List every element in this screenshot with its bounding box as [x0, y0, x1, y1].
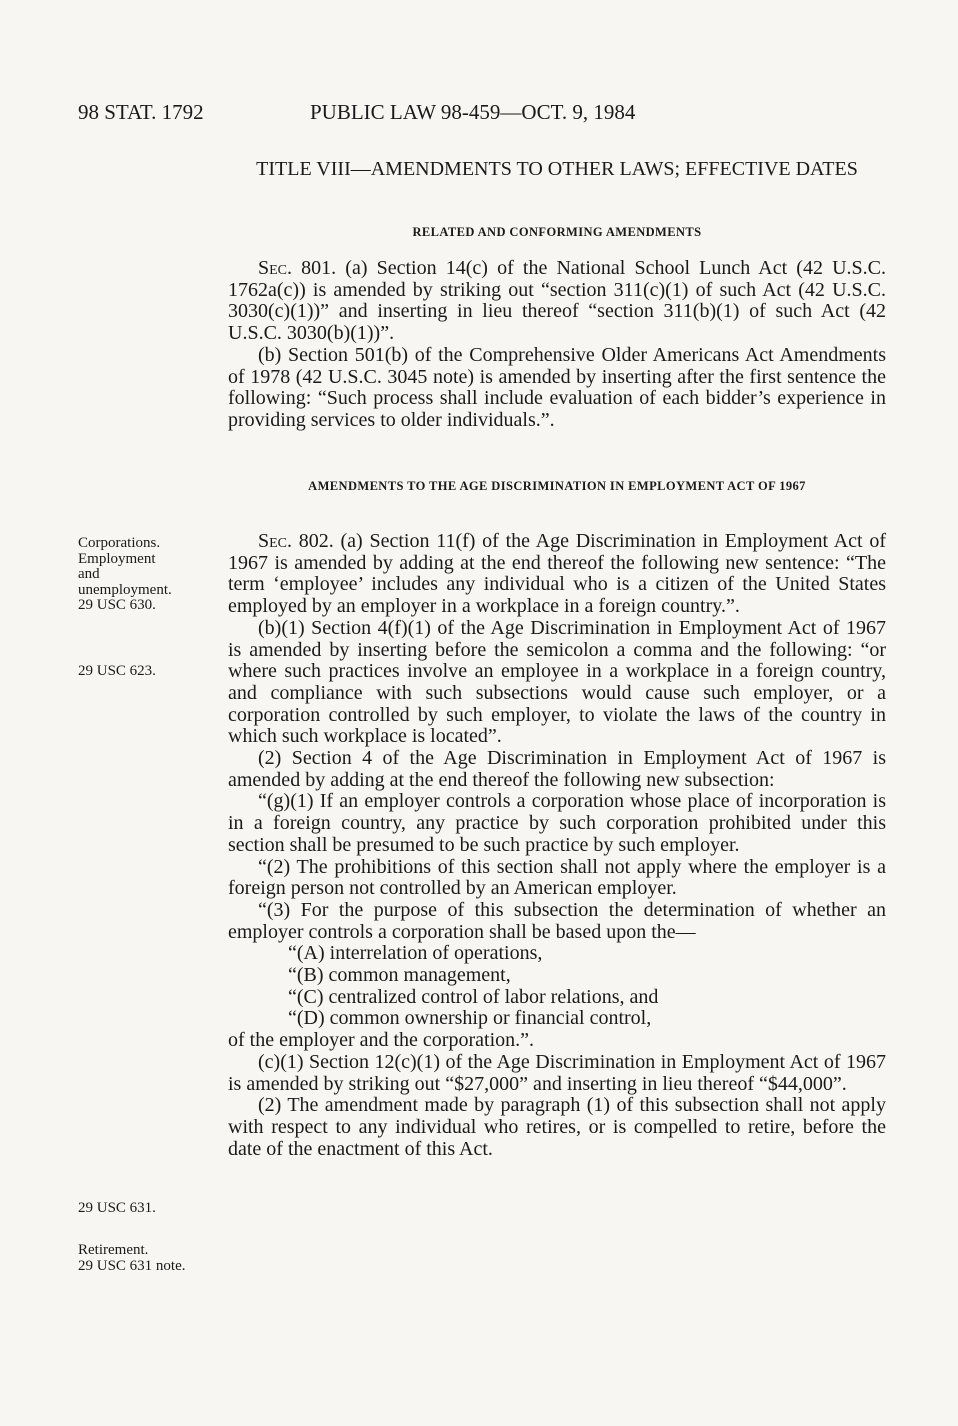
- page-header: [78, 100, 898, 130]
- margin-note-retirement: Retirement. 29 USC 631 note.: [78, 1242, 186, 1274]
- public-law-citation: PUBLIC LAW 98-459—OCT. 9, 1984: [310, 100, 636, 124]
- list-tail: of the employer and the corporation.”.: [228, 1029, 534, 1052]
- stat-page-number: 98 STAT. 1792: [78, 100, 204, 124]
- title-heading: TITLE VIII—AMENDMENTS TO OTHER LAWS; EFFECTIVE DATES: [256, 158, 858, 180]
- section-802-a: Sec. 802. (a) Section 11(f) of the Age Discrimination in Employment Act of 1967 is amended by adding at the end thereof the following new sentence: “The term ‘employee’ includes any individual who is a citizen of the United States employed by an employer in a workplace in a foreign country.”.: [228, 530, 886, 618]
- list-item: “(B) common management,: [288, 964, 511, 987]
- list-item: “(C) centralized control of labor relations, and: [288, 985, 659, 1008]
- margin-note-29-usc-623: 29 USC 623.: [78, 663, 156, 679]
- related-amendments-heading: RELATED AND CONFORMING AMENDMENTS: [412, 225, 702, 239]
- section-801-b: (b) Section 501(b) of the Comprehensive Older Americans Act Amendments of 1978 (42 U.S.C. 3045 note) is amended by inserting after the first sentence the following: “Such process shall include evaluation of each bidder’s experience in providing services to older individuals.”.: [228, 343, 886, 431]
- adea-amendments-heading: AMENDMENTS TO THE AGE DISCRIMINATION IN EMPLOYMENT ACT OF 1967: [308, 479, 806, 493]
- subsection-g2: “(2) The prohibitions of this section shall not apply where the employer is a foreign person not controlled by an American employer.: [228, 855, 886, 900]
- subsection-g3: “(3) For the purpose of this subsection the determination of whether an employer controls a corporation shall be based upon the—: [228, 898, 886, 943]
- section-801: [228, 258, 886, 432]
- list-item: “(A) interrelation of operations,: [288, 942, 543, 965]
- section-802: [228, 531, 886, 1160]
- section-802-c1: (c)(1) Section 12(c)(1) of the Age Discrimination in Employment Act of 1967 is amended by striking out “$27,000” and inserting in lieu thereof “$44,000”.: [228, 1050, 886, 1095]
- section-802-b2: (2) Section 4 of the Age Discrimination in Employment Act of 1967 is amended by adding at the end thereof the following new subsection:: [228, 747, 886, 791]
- section-label: Sec.: [258, 257, 293, 279]
- section-802-c2: (2) The amendment made by paragraph (1) of this subsection shall not apply with respect to any individual who retires, or is compelled to retire, before the date of the enactment of this Act.: [228, 1094, 886, 1160]
- subsection-g1: “(g)(1) If an employer controls a corporation whose place of incorporation is in a foreign country, any practice by such corporation prohibited under this section shall be presumed to be such practice by such employer.: [228, 790, 886, 856]
- section-label: Sec.: [258, 530, 293, 552]
- margin-note-corporations: Corporations. Employment and unemployment. 29 USC 630.: [78, 535, 172, 613]
- list-item: “(D) common ownership or financial control,: [288, 1007, 652, 1030]
- section-801-a: Sec. 801. (a) Section 14(c) of the National School Lunch Act (42 U.S.C. 1762a(c)) is amended by striking out “section 311(c)(1) of such Act (42 U.S.C. 3030(c)(1))” and inserting in lieu thereof “section 311(b)(1) of such Act (42 U.S.C. 3030(b)(1))”.: [228, 257, 886, 345]
- margin-note-29-usc-631: 29 USC 631.: [78, 1200, 156, 1216]
- section-802-b1: (b)(1) Section 4(f)(1) of the Age Discrimination in Employment Act of 1967 is amended by inserting before the semicolon a comma and the following: “or where such practices involve an employee in a workplace in a foreign country, and compliance with such subsections would cause such employer, or a corporation controlled by such employer, to violate the laws of the country in which such workplace is located”.: [228, 616, 886, 748]
